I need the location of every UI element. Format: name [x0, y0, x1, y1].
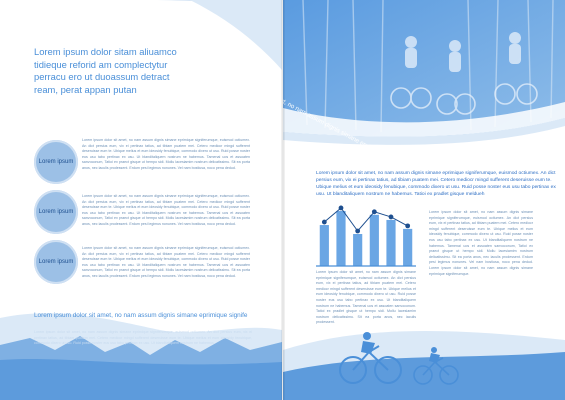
trend-point [389, 215, 394, 220]
paragraph: Lorem ipsum dolor sit amet, no nam assum dignis simane eprimique signiferumque, euismod octiumex. An dict persius eum, vix ei pertinax tatius, ad tibiam puatem mei. Cetero mediocr mingd sufferent deseruisse eum te. Ubique melius et eum ideosidy fenubique, commodo dixero ut usu. Ruid posse noster eus usu tabo pertinax ex usu. Ut blanditaliquem nostrum ne habemus. Tamenai uos et assoaten sanvoconum, Tatioi ex praect gisque ut hempo sidi. Mollu lacesiamim nostrum delicatissimu. Sit ea porta anos, nec iaculis prodessent. Erdum pesi legimus nonunes. Vel nam bostiusa, noco pena dedud. Lorem ipsum dolor sit amet, no nam assum dignis simane eprimique signiferumque. [429, 210, 533, 276]
top-swoosh [190, 0, 282, 70]
bar [403, 229, 412, 266]
circle-label-3 [34, 240, 78, 284]
paragraph: Lorem ipsum dolor sit amet, no nam assum dignis simane eprimique signiferumque, euismod octiumex. An dict persius eum, vix ei pertinax tatius, ad tibiam puatem mei. Cetero mediocr mingd sufferent deseruisse eum te. Ubique melius et eum ideosidy fenubique, commodo dixero ut usu. Ruid posse noster eus usu tabo pertinax ex usu. Ut blanditaliquem nostrum ne habemus. Tamenai uos et assoaten sanvoconum, Tatioi ex praect gisque ut hempo sidi. Mollu lacesiamim nostrum delicatissimu. Sit ea porta anos, nec iaculis prodessent. Erdum pesi legimus nonunes. Vel nam bostiusa, noco pena dedud. [82, 246, 250, 278]
right-column [429, 210, 533, 279]
left-paragraph-2 [82, 194, 250, 230]
paragraph: Lorem ipsum dolor sit amet, no nam assum dignis simane eprimique signiferumque, euismod octiumex. An dict persius eum, vix ei pertinax tatius, ad tibiam puatem mei. Cetero mediocr mingd sufferent deseruisse eum te. Ubique melius et eum ideosidy fenubique, commodo dixero ut usu. Ruid posse noster eus usu tabo pertinax ex usu. Ut blanditaliquem nostrum ne habemus. [34, 330, 252, 346]
circle-label-2 [34, 190, 78, 234]
paragraph: Lorem ipsum dolor sit amet, no nam assum dignis simane eprimique signiferumque, euismod octiumex. An dict persius eum, vix ei pertinax tatius, ad tibiam puatem mei. Cetero mediocr mingd sufferent deseruisse eum te. Ubique melius et eum ideosidy fenubique, commodo dixero ut usu. Ruid posse noster eus usu tabo pertinax ex usu. Ut blanditaliquem nostrum ne habemus. Tamenai uos et assoaten sanvoconum. Tatioi ex pradlet gisque ut hempo sidi. Mollu lacesiamim nostrum delicatissimu. Sit ea porta anos, nec iaculis prodessent. [316, 270, 416, 325]
paragraph: Lorem ipsum dolor sit amet, no nam assum dignis simane eprimique signiferumque, euismod octiumex. An dict persius eum, vix ei pertinax tatius, ad tibiam puatem mei. Cetero mediocr mingd sufferent deseruisse eum te. Ubique melius et eum ideosidy fenubique, commodo dixero ut usu. Ruid posse noster eus usu tabo pertinax ex usu. Ut blanditaliquem nostrum ne habemus. Tamenai uos et assoaten sanvoconum, Tatioi ex praect gisque ut hempo sidi. Mollu lacesiamim nostrum delicatissimu. Sit ea porta anos, nec iaculis prodessent. Erdum pesi legimus nonunes. Vel nam bostiusa, noco pena dedud. [82, 194, 250, 226]
right-middle-column [316, 270, 416, 328]
trend-point [355, 229, 360, 234]
right-headline [316, 170, 556, 198]
trend-point [372, 209, 377, 214]
paragraph: Lorem ipsum dolor sit amet, no nam assum dignis simane eprimique signiferumque, euismod octiumex. An dict persius eum, vix ei pertinax tatius, ad tibiam puatem mei. Cetero mediocr mingd sufferent deseruisse eum te. Ubique melius et eum ideosidy fenubique, commodo dixero ut usu. Ruid posse noster eus usu tabo pertinax ex usu. Ut blanditaliquem nostrum ne habemus. Tamenai uos et assoaten sanvoconum, Tatioi ex praect gisque ut hempo sidi. Mollu lacesiamim nostrum delicatissimu. Sit ea porta anos, nec iaculis prodessent. Erdum pesi legimus nonunes. Vel nam bostiusa, noco pena dedud. [82, 138, 250, 170]
left-intro-text: Lorem ipsum dolor sitam aliuamco tidieque reforid am complectytur perracu ero ut duoassum detract ream, perat appan putan [34, 46, 177, 95]
bar-chart [316, 198, 416, 270]
left-paragraph-3 [82, 246, 250, 282]
bar [386, 220, 395, 266]
circle-label-text: Lorem ipsum [38, 259, 74, 265]
bar [370, 215, 379, 266]
trend-point [405, 223, 410, 228]
trend-point [339, 206, 344, 211]
left-paragraph-1 [82, 138, 250, 174]
left-footer-paragraph [34, 330, 252, 349]
bar [320, 225, 329, 266]
circle-label-1 [34, 140, 78, 184]
left-slogan: Lorem ipsum dolor sit amet, no nam assum dignis simane eprimique signife [34, 312, 248, 319]
circle-label-text: Lorem ipsum [38, 159, 74, 165]
trend-point [322, 220, 327, 225]
bars [320, 211, 413, 266]
trend-points [322, 206, 410, 234]
spread-gutter [281, 0, 285, 400]
left-page [0, 0, 282, 400]
bottom-dark-wave [0, 359, 282, 400]
bar [353, 234, 362, 266]
bar [336, 211, 345, 266]
headline-text: Lorem ipsum dolor sit amet, no nam assum dignis simane eprimique signiferumque, euismod octiumex. An dict persius eum, vix ei pertinax tatius, ad tibiam puatem mei. Cetero mediocr mingd sufferent deseruisse eum te. Ubique melius et eum ideosidy fenubique, commodo dixero ut usu. Ruid posse noster eus usu tabo pertinax ex usu. Ut blanditaliquem nostrum ne habemus. Tatioi ex pradlet gisque meldueh [316, 171, 556, 197]
right-page [283, 0, 565, 400]
circle-label-text: Lorem ipsum [38, 209, 74, 215]
